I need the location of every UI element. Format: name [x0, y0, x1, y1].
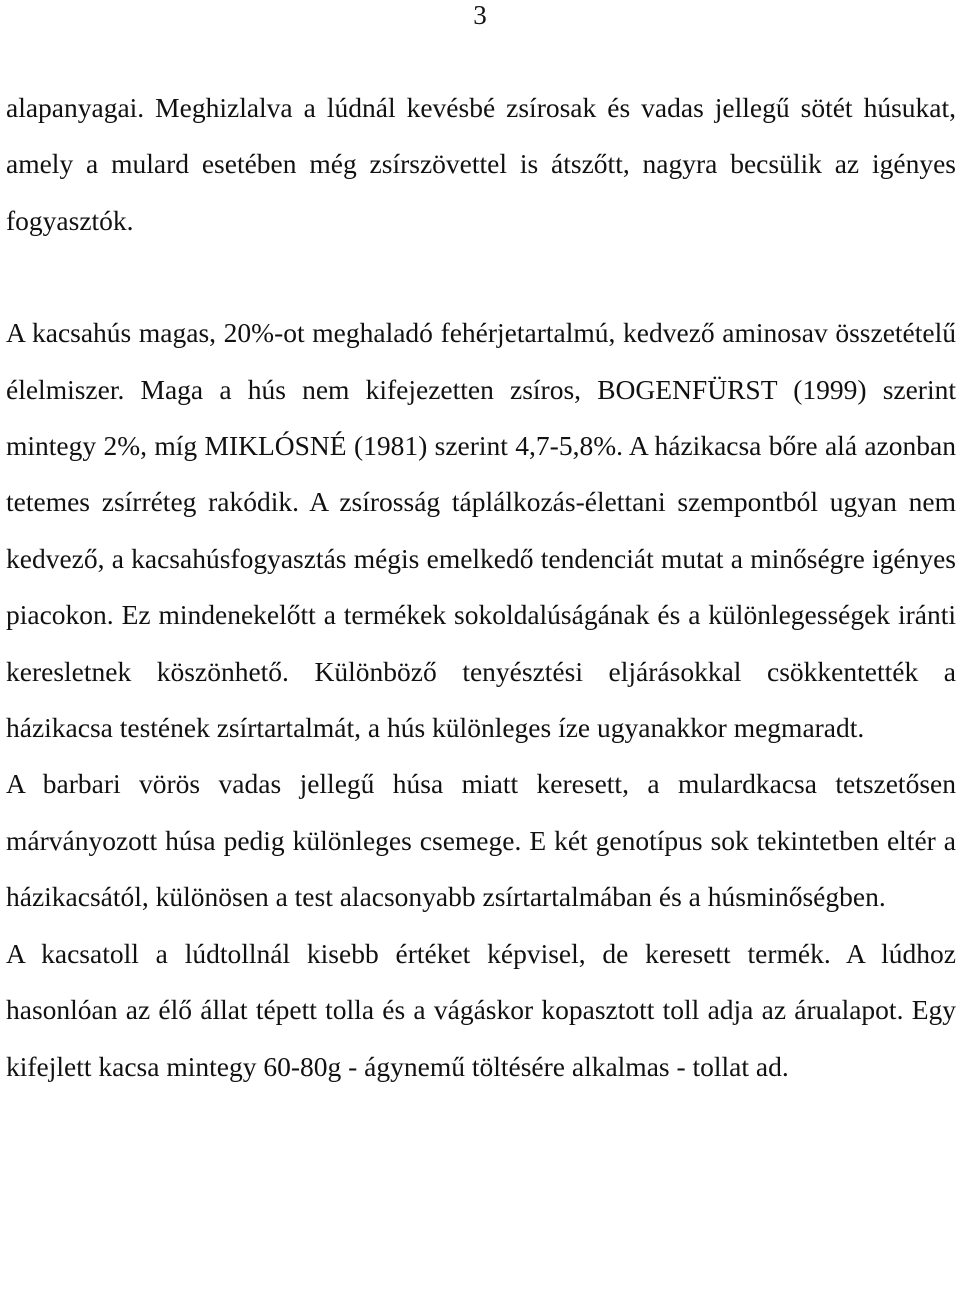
page-number: 3: [473, 0, 487, 30]
paragraph-spacer: [6, 249, 956, 305]
paragraph-1: alapanyagai. Meghizlalva a lúdnál kevésbé zsírosak és vadas jellegű sötét húsukat, amely a mulard esetében még zsírszövettel is átszőtt, nagyra becsülik az igényes fogyasztók.: [6, 92, 956, 236]
paragraph-3: A barbari vörös vadas jellegű húsa miatt keresett, a mulardkacsa tetszetősen márványozott húsa pedig különleges csemege. E két genotípus sok tekintetben eltér a házikacsától, különösen a test alacsonyabb zsírtartalmában és a húsminőségben.: [6, 768, 956, 913]
document-body: [6, 80, 956, 1095]
paragraph-4: A kacsatoll a lúdtollnál kisebb értéket képvisel, de keresett termék. A lúdhoz hasonlóan az élő állat tépett tolla és a vágáskor kopasztott toll adja az árualapot. Egy kifejlett kacsa mintegy 60-80g - ágynemű töltésére alkalmas - tollat ad.: [6, 937, 956, 1082]
paragraph-2: A kacsahús magas, 20%-ot meghaladó fehérjetartalmú, kedvező aminosav összetételű élelmiszer. Maga a hús nem kifejezetten zsíros, BOGENFÜRST (1999) szerint mintegy 2%, míg MIKLÓSNÉ (1981) szerint 4,7-5,8%. A házikacsa bőre alá azonban tetemes zsírréteg rakódik. A zsírosság táplálkozás-élettani szempontból ugyan nem kedvező, a kacsahúsfogyasztás mégis emelkedő tendenciát mutat a minőségre igényes piacokon. Ez mindenekelőtt a termékek sokoldalúságának és a különlegességek iránti keresletnek köszönhető. Különböző tenyésztési eljárásokkal csökkentették a házikacsa testének zsírtartalmát, a hús különleges íze ugyanakkor megmaradt.: [6, 317, 956, 744]
